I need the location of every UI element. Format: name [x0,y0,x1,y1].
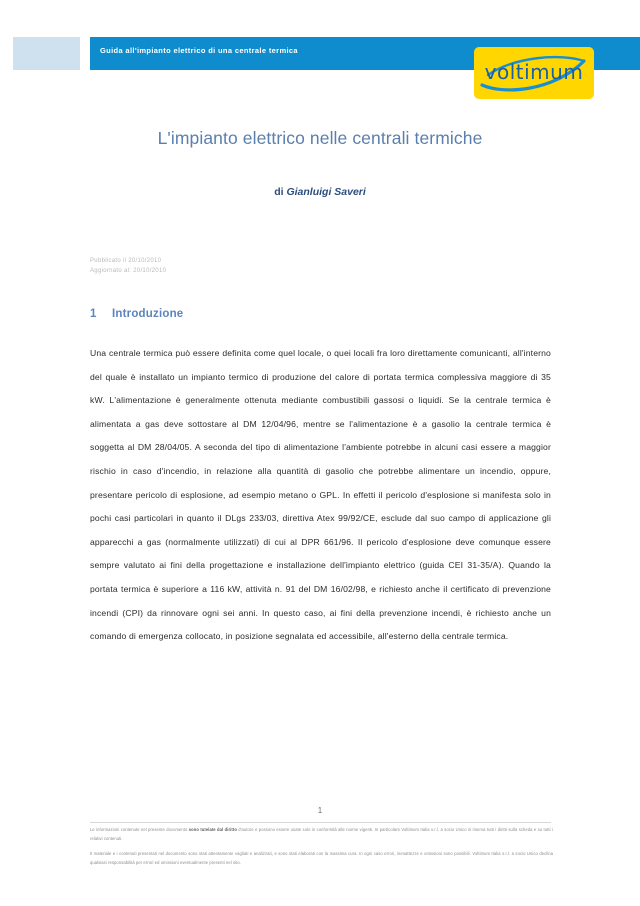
section-heading-introduzione [90,308,183,320]
body-paragraph: Una centrale termica può essere definita come quel locale, o quei locali fra loro direttamente comunicanti, all'interno del quale è installato un impianto termico di produzione del calore di portata termica complessiva maggiore di 35 kW. L'alimentazione è generalmente ottenuta mediante combustibili gassosi o liquidi. Se la centrale termica è alimentata a gas deve sottostare al DM 12/04/96, mentre se l'alimentazione è a gasolio la centrale termica è soggetta al DM 28/04/05. A seconda del tipo di alimentazione l'ambiente potrebbe in alcuni casi essere a maggior rischio in caso d'incendio, in relazione alla quantità di gasolio che potrebbe alimentare un incendio, oppure, presentare pericolo di esplosione, ad esempio metano o GPL. In effetti il pericolo d'esplosione si manifesta solo in pochi casi particolari in quanto il DLgs 233/03, direttiva Atex 99/92/CE, esclude dal suo campo di applicazione gli apparecchi a gas (normalmente utilizzati) di cui al DPR 661/96. Il pericolo d'esplosione deve comunque essere sempre valutato ai fini della progettazione e installazione dell'impianto elettrico (guida CEI 31-35/A). Quando la portata termica è superiore a 116 kW, attività n. 91 del DM 16/02/98, e richiesto anche il certificato di prevenzione incendi (CPI) da rinnovare ogni sei anni. In questo caso, ai fini della prevenzione incendi, è richiesto anche un comando di emergenza collocato, in posizione segnalata ed accessibile, all'esterno della centrale termica. [90,348,551,642]
footer-disclaimer [90,826,553,874]
publication-dates [90,256,166,276]
disclaimer-paragraph-2: Il materiale e i contenuti presentati nel documento sono stati attentamente vagliati e analizzati, e sono stati elaborati con la massima cura. In ogni caso errori, inesattezze e omissioni sono possibili. Voltimum Italia s.r.l. a socio Unico declina qualsiasi responsabilità per errori ed omissioni eventualmente presenti nel sito. [90,851,553,865]
section-number: 1 [90,308,97,320]
updated-date: Aggiornato al: 20/10/2010 [90,268,167,274]
disclaimer-1-part-c: d'autore e possono essere usate solo in conformità alle norme vigenti. In particolare Voltimum Italia s.r.l. a socio Unico si riserva tutti i diritti sulla scheda e su tutti i relativi contenuti. [90,827,553,841]
voltimum-logo [474,47,594,99]
page-number: 1 [317,806,323,815]
author-name: Gianluigi Saveri [286,186,366,198]
disclaimer-1-emphasis: sono tutelate dal diritto [188,827,237,832]
published-date: Pubblicato il 20/10/2010 [90,258,162,264]
disclaimer-paragraph-1 [90,826,553,843]
footer-divider [90,822,551,823]
author-prefix: di [274,186,287,198]
disclaimer-1-part-a: Le informazioni contenute nel presente documento [90,827,189,832]
logo-wordmark: voltimum [484,60,584,84]
header-bar-title: Guida all'impianto elettrico di una centrale termica [100,46,298,55]
page-title: L'impianto elettrico nelle centrali termiche [157,128,483,148]
section-title: Introduzione [112,308,184,320]
header-color-swatch [13,37,80,70]
author-line [0,186,640,198]
